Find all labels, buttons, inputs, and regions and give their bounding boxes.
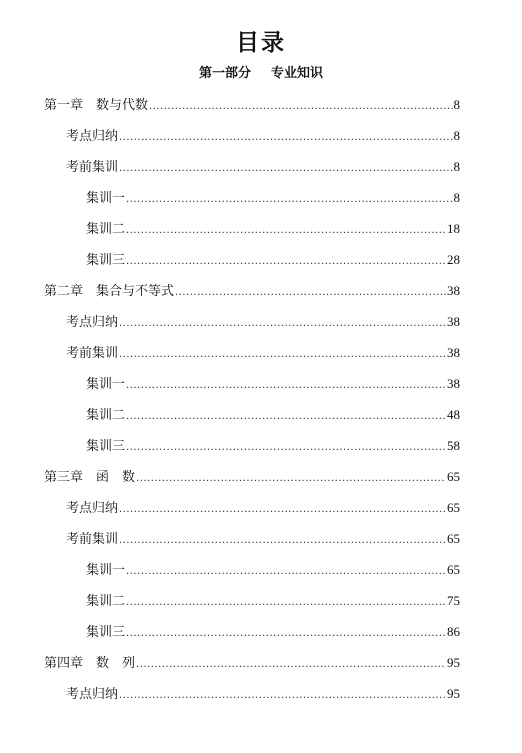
dot-leader bbox=[119, 128, 452, 148]
dot-leader bbox=[126, 438, 446, 458]
toc-page-number: 65 bbox=[447, 469, 460, 484]
toc-entry-label: 考点归纳 bbox=[66, 129, 119, 144]
toc-entry-label: 集训二 bbox=[86, 594, 126, 609]
toc-entry-label: 考点归纳 bbox=[66, 315, 119, 330]
dot-leader bbox=[126, 252, 446, 272]
toc-entry-label: 集训一 bbox=[86, 191, 126, 206]
dot-leader bbox=[136, 655, 446, 675]
toc-chapter-entry[interactable] bbox=[44, 95, 460, 115]
toc-page-number: 95 bbox=[447, 686, 460, 701]
toc-section-entry[interactable] bbox=[66, 126, 460, 146]
toc-page-number: 48 bbox=[447, 407, 460, 422]
toc-page-number: 86 bbox=[447, 624, 460, 639]
dot-leader bbox=[175, 283, 446, 303]
toc-subsection-entry[interactable] bbox=[86, 622, 460, 642]
toc-entry-label: 考前集训 bbox=[66, 346, 119, 361]
toc-page-number: 8 bbox=[453, 159, 460, 174]
toc-page-number: 65 bbox=[447, 500, 460, 515]
dot-leader bbox=[126, 376, 446, 396]
part-number: 第一部分 bbox=[198, 66, 251, 81]
toc-page-number: 18 bbox=[447, 221, 460, 236]
part-name: 专业知识 bbox=[271, 66, 324, 81]
toc-entry-label: 集训三 bbox=[86, 439, 126, 454]
dot-leader bbox=[126, 407, 446, 427]
toc-entry-label: 集训三 bbox=[86, 253, 126, 268]
dot-leader bbox=[119, 314, 446, 334]
toc-entry-label: 第四章 数 列 bbox=[44, 656, 136, 671]
part-heading bbox=[0, 65, 522, 83]
toc-section-entry[interactable] bbox=[66, 529, 460, 549]
toc-page-number: 8 bbox=[453, 128, 460, 143]
toc-section-entry[interactable] bbox=[66, 312, 460, 332]
dot-leader bbox=[126, 624, 446, 644]
toc-page-number: 38 bbox=[447, 283, 460, 298]
toc-page-number: 75 bbox=[447, 593, 460, 608]
toc-entry-label: 集训二 bbox=[86, 408, 126, 423]
toc-subsection-entry[interactable] bbox=[86, 560, 460, 580]
toc-page-number: 38 bbox=[447, 314, 460, 329]
dot-leader bbox=[119, 159, 452, 179]
toc-page-number: 38 bbox=[447, 345, 460, 360]
toc-subsection-entry[interactable] bbox=[86, 250, 460, 270]
dot-leader bbox=[119, 531, 446, 551]
toc-section-entry[interactable] bbox=[66, 343, 460, 363]
dot-leader bbox=[119, 345, 446, 365]
toc-page-number: 8 bbox=[453, 190, 460, 205]
toc-entry-label: 考前集训 bbox=[66, 160, 119, 175]
toc-subsection-entry[interactable] bbox=[86, 436, 460, 456]
dot-leader bbox=[126, 221, 446, 241]
dot-leader bbox=[119, 500, 446, 520]
toc-section-entry[interactable] bbox=[66, 684, 460, 704]
toc-section-entry[interactable] bbox=[66, 157, 460, 177]
toc-entry-label: 集训二 bbox=[86, 222, 126, 237]
toc-subsection-entry[interactable] bbox=[86, 374, 460, 394]
toc-page-number: 38 bbox=[447, 376, 460, 391]
toc-page-number: 58 bbox=[447, 438, 460, 453]
toc-entry-label: 集训一 bbox=[86, 563, 126, 578]
toc-entry-label: 考前集训 bbox=[66, 532, 119, 547]
toc-entry-label: 第三章 函 数 bbox=[44, 470, 136, 485]
toc-page-number: 8 bbox=[453, 97, 460, 112]
toc-subsection-entry[interactable] bbox=[86, 219, 460, 239]
dot-leader bbox=[126, 190, 452, 210]
toc-chapter-entry[interactable] bbox=[44, 467, 460, 487]
toc-subsection-entry[interactable] bbox=[86, 591, 460, 611]
toc-section-entry[interactable] bbox=[66, 498, 460, 518]
toc-chapter-entry[interactable] bbox=[44, 281, 460, 301]
dot-leader bbox=[149, 97, 452, 117]
toc-entry-label: 第一章 数与代数 bbox=[44, 98, 149, 113]
toc-chapter-entry[interactable] bbox=[44, 653, 460, 673]
page-title: 目录 bbox=[236, 30, 286, 56]
dot-leader bbox=[136, 469, 446, 489]
toc-page-number: 65 bbox=[447, 562, 460, 577]
toc-entry-label: 第二章 集合与不等式 bbox=[44, 284, 175, 299]
toc-entry-label: 集训三 bbox=[86, 625, 126, 640]
toc-entry-label: 考点归纳 bbox=[66, 501, 119, 516]
toc-subsection-entry[interactable] bbox=[86, 188, 460, 208]
dot-leader bbox=[126, 593, 446, 613]
toc-entry-label: 考点归纳 bbox=[66, 687, 119, 702]
dot-leader bbox=[126, 562, 446, 582]
toc-page-number: 65 bbox=[447, 531, 460, 546]
toc-page-number: 28 bbox=[447, 252, 460, 267]
dot-leader bbox=[119, 686, 446, 706]
toc-subsection-entry[interactable] bbox=[86, 405, 460, 425]
toc-entry-label: 集训一 bbox=[86, 377, 126, 392]
toc-page-number: 95 bbox=[447, 655, 460, 670]
